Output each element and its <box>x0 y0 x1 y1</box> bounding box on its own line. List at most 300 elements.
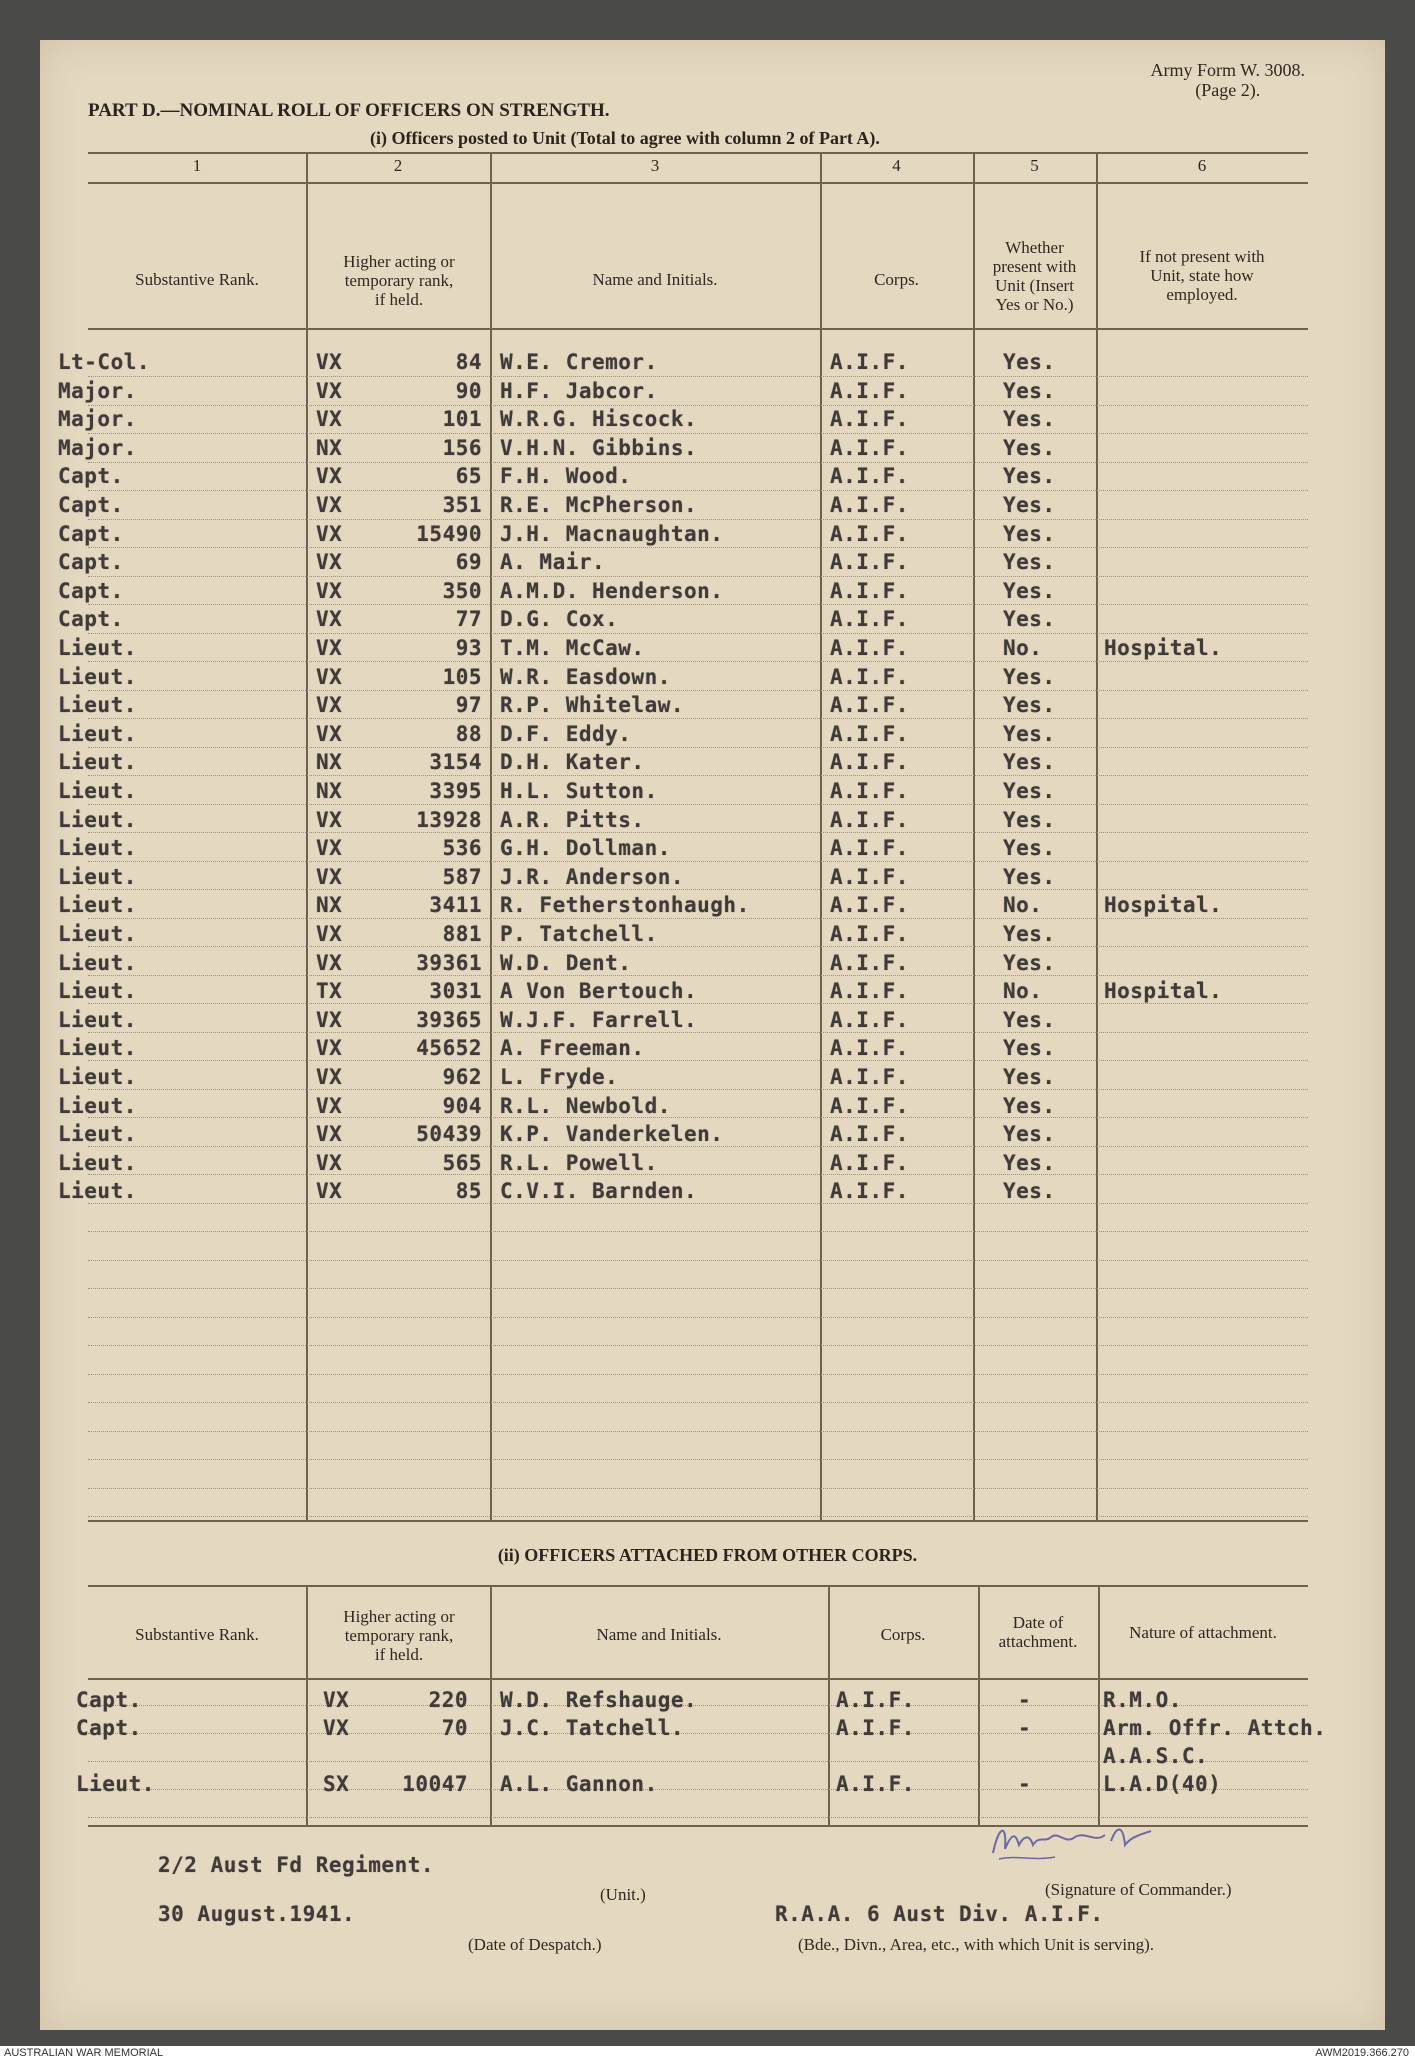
bde-value: R.A.A. 6 Aust Div. A.I.F. <box>775 1902 1104 1926</box>
officer-rank: Capt. <box>58 607 124 632</box>
officer-number-prefix: VX <box>316 350 343 374</box>
officer-rank: Lieut. <box>58 664 137 689</box>
attached-number-prefix: SX <box>323 1772 350 1796</box>
officer-corps: A.I.F. <box>830 407 909 432</box>
officer-number: 105 <box>442 664 482 689</box>
table-row <box>58 407 1308 435</box>
officer-name: K.P. Vanderkelen. <box>500 1122 724 1147</box>
t2-header-date <box>978 1613 1098 1651</box>
table-row <box>58 864 1308 893</box>
t2-header-higher-line3: if held. <box>374 1645 424 1664</box>
officer-corps: A.I.F. <box>830 664 909 689</box>
officer-number: 962 <box>442 1065 482 1089</box>
table-row <box>58 1122 1308 1150</box>
officer-corps: A.I.F. <box>830 607 909 632</box>
officer-name: F.H. Wood. <box>500 464 632 489</box>
officer-present: Yes. <box>1003 378 1056 403</box>
officer-employed: Hospital. <box>1104 979 1223 1004</box>
attached-number: 70 <box>441 1716 468 1740</box>
officer-rank: Lieut. <box>58 721 137 746</box>
attached-corps: A.I.F. <box>836 1688 915 1712</box>
officer-rank: Lieut. <box>58 636 137 660</box>
officer-rank: Major. <box>58 407 137 432</box>
officer-rank: Lieut. <box>58 1007 137 1032</box>
officer-number: 565 <box>442 1150 482 1175</box>
header-whether-line2: present with <box>992 257 1077 276</box>
officer-present: No. <box>1003 979 1043 1004</box>
t2-header-corps: Corps. <box>880 1625 926 1644</box>
header-higher-line3: if held. <box>374 290 424 309</box>
officer-number: 93 <box>455 636 482 660</box>
header-whether-line1: Whether <box>1005 238 1064 257</box>
officer-corps: A.I.F. <box>830 1007 909 1032</box>
officer-rank: Major. <box>58 435 137 460</box>
table-row <box>58 922 1308 950</box>
officer-number: 156 <box>442 435 482 460</box>
officer-number-prefix: VX <box>316 922 343 946</box>
officer-corps: A.I.F. <box>830 893 909 918</box>
officer-employed: Hospital. <box>1104 636 1223 660</box>
officer-number-prefix: VX <box>316 607 343 632</box>
col-number-5: 5 <box>1030 156 1039 175</box>
attached-date: - <box>1018 1716 1032 1740</box>
officer-number: 45652 <box>416 1036 482 1061</box>
officer-present: Yes. <box>1003 1036 1056 1061</box>
t2-header-date-line2: attachment. <box>998 1632 1078 1651</box>
col-number-2: 2 <box>393 156 403 175</box>
officer-name: A. Mair. <box>500 550 606 575</box>
row-rule <box>88 1345 1308 1346</box>
officer-number-prefix: VX <box>316 807 343 832</box>
attached-date: - <box>1018 1688 1032 1712</box>
officer-number: 90 <box>455 378 482 403</box>
table-row <box>58 607 1308 635</box>
officer-name: W.R.G. Hiscock. <box>500 407 698 432</box>
officer-rank: Lieut. <box>58 1036 137 1061</box>
officer-corps: A.I.F. <box>830 378 909 403</box>
table-row <box>58 435 1308 464</box>
attached-date: - <box>1018 1772 1032 1796</box>
t2-header-higher-line1: Higher acting or <box>343 1607 455 1626</box>
table-row <box>58 1093 1308 1122</box>
officer-corps: A.I.F. <box>830 435 909 460</box>
page-number: (Page 2). <box>1195 80 1261 100</box>
officer-number-prefix: VX <box>316 950 343 975</box>
attached-corps: A.I.F. <box>836 1772 915 1796</box>
header-bottom-rule <box>88 328 1308 330</box>
attached-nature: L.A.D(40) <box>1103 1772 1222 1796</box>
officer-corps: A.I.F. <box>830 1122 909 1147</box>
officer-name: W.R. Easdown. <box>500 664 671 689</box>
table-row <box>58 550 1308 578</box>
table-row <box>58 350 1308 378</box>
attached-nature: Arm. Offr. Attch. <box>1103 1716 1327 1740</box>
officer-number: 881 <box>442 922 482 946</box>
officer-name: D.H. Kater. <box>500 750 645 775</box>
officer-number-prefix: VX <box>316 493 343 517</box>
officer-present: Yes. <box>1003 664 1056 689</box>
header-higher-rank <box>308 252 490 309</box>
col-number-6: 6 <box>1197 156 1207 175</box>
table-top-rule <box>88 152 1308 154</box>
t2-header-nature: Nature of attachment. <box>1129 1623 1277 1642</box>
officer-present: Yes. <box>1003 464 1056 489</box>
officer-present: No. <box>1003 893 1043 918</box>
t2-header-name: Name and Initials. <box>596 1625 722 1644</box>
officer-number: 3031 <box>429 979 482 1004</box>
officer-rank: Lieut. <box>58 1179 137 1204</box>
officer-corps: A.I.F. <box>830 550 909 575</box>
officer-corps: A.I.F. <box>830 1065 909 1089</box>
officer-name: G.H. Dollman. <box>500 836 671 861</box>
officer-rank: Lieut. <box>58 750 137 775</box>
officer-rank: Major. <box>58 378 137 403</box>
attached-name: W.D. Refshauge. <box>500 1688 698 1712</box>
col-number-1: 1 <box>192 156 202 175</box>
officer-number: 77 <box>455 607 482 632</box>
officer-number-prefix: VX <box>316 1122 343 1147</box>
officer-corps: A.I.F. <box>830 350 909 374</box>
row-rule <box>88 1459 1308 1460</box>
officer-rank: Capt. <box>58 464 124 489</box>
officer-name: V.H.N. Gibbins. <box>500 435 698 460</box>
officer-corps: A.I.F. <box>830 721 909 746</box>
officer-name: R.E. McPherson. <box>500 493 698 517</box>
form-number: Army Form W. 3008. <box>1150 60 1305 80</box>
officer-rank: Lieut. <box>58 693 137 718</box>
table-row <box>58 750 1308 778</box>
attached-nature: A.A.S.C. <box>1103 1744 1209 1768</box>
header-ifnot-line1: If not present with <box>1139 247 1265 266</box>
t2-header-higher-rank <box>308 1607 490 1664</box>
attached-number-prefix: VX <box>323 1716 350 1740</box>
header-whether-present <box>973 238 1096 314</box>
officer-number-prefix: VX <box>316 578 343 603</box>
officer-corps: A.I.F. <box>830 864 909 889</box>
table-row <box>58 464 1308 492</box>
archive-name: AUSTRALIAN WAR MEMORIAL <box>4 2047 164 2059</box>
officer-number: 3154 <box>429 750 482 775</box>
row-rule <box>88 1516 1308 1517</box>
officer-number: 15490 <box>416 521 482 546</box>
table-row <box>58 1065 1308 1093</box>
officer-present: Yes. <box>1003 1065 1056 1089</box>
officer-present: Yes. <box>1003 750 1056 775</box>
officer-number: 39365 <box>416 1007 482 1032</box>
bde-label: (Bde., Divn., Area, etc., with which Unit is serving). <box>798 1935 1154 1954</box>
unit-label: (Unit.) <box>600 1885 646 1904</box>
section2-title: (ii) OFFICERS ATTACHED FROM OTHER CORPS. <box>497 1545 918 1565</box>
officer-present: Yes. <box>1003 350 1056 374</box>
officer-rank: Capt. <box>58 521 124 546</box>
officer-number: 39361 <box>416 950 482 975</box>
officer-present: Yes. <box>1003 779 1056 803</box>
table-row <box>58 664 1308 693</box>
officer-rank: Lieut. <box>58 922 137 946</box>
officer-number-prefix: VX <box>316 378 343 403</box>
officer-name: P. Tatchell. <box>500 922 658 946</box>
officer-name: A Von Bertouch. <box>500 979 698 1004</box>
officer-number-prefix: NX <box>316 893 343 918</box>
officer-corps: A.I.F. <box>830 1179 909 1204</box>
officer-number-prefix: VX <box>316 836 343 861</box>
attached-rank: Lieut. <box>76 1772 155 1796</box>
header-ifnot-line3: employed. <box>1166 285 1238 304</box>
officer-rank: Lieut. <box>58 1093 137 1118</box>
col-number-3: 3 <box>650 156 660 175</box>
attached-rank: Capt. <box>76 1716 142 1740</box>
row-rule <box>88 1431 1308 1432</box>
officer-name: T.M. McCaw. <box>500 636 645 660</box>
attached-nature: R.M.O. <box>1103 1688 1182 1712</box>
officer-rank: Capt. <box>58 578 124 603</box>
table-row <box>88 1744 1308 1772</box>
officer-present: Yes. <box>1003 493 1056 517</box>
header-name: Name and Initials. <box>592 270 718 289</box>
officer-number-prefix: VX <box>316 1065 343 1089</box>
officer-number-prefix: VX <box>316 407 343 432</box>
table-row <box>58 836 1308 864</box>
attached-rank: Capt. <box>76 1688 142 1712</box>
commander-signature <box>985 1815 1165 1865</box>
officer-number-prefix: VX <box>316 864 343 889</box>
officer-rank: Lieut. <box>58 779 137 803</box>
officer-corps: A.I.F. <box>830 693 909 718</box>
officer-present: Yes. <box>1003 1150 1056 1175</box>
officer-number: 351 <box>442 493 482 517</box>
officer-number-prefix: NX <box>316 435 343 460</box>
officer-number-prefix: VX <box>316 550 343 575</box>
officer-corps: A.I.F. <box>830 1150 909 1175</box>
t2-header-rank: Substantive Rank. <box>135 1625 259 1644</box>
officer-number-prefix: VX <box>316 664 343 689</box>
officer-present: Yes. <box>1003 1179 1056 1204</box>
table-row <box>58 1036 1308 1064</box>
header-higher-line1: Higher acting or <box>343 252 455 271</box>
officer-name: W.J.F. Farrell. <box>500 1007 698 1032</box>
officer-number: 69 <box>455 550 482 575</box>
officer-rank: Lieut. <box>58 979 137 1004</box>
officer-name: R.L. Powell. <box>500 1150 658 1175</box>
officer-rank: Lieut. <box>58 836 137 861</box>
header-whether-line3: Unit (Insert <box>995 276 1074 295</box>
table-row <box>58 578 1308 607</box>
officer-rank: Lieut. <box>58 950 137 975</box>
officer-number: 536 <box>442 836 482 861</box>
officers-attached-table <box>76 1585 1327 1835</box>
signature-label: (Signature of Commander.) <box>1045 1880 1232 1899</box>
officer-corps: A.I.F. <box>830 578 909 603</box>
officer-number: 85 <box>455 1179 482 1204</box>
row-rule <box>88 1488 1308 1489</box>
officer-name: A.R. Pitts. <box>500 807 645 832</box>
row-rule <box>88 1402 1308 1403</box>
officer-rank: Lieut. <box>58 1122 137 1147</box>
officer-rank: Lieut. <box>58 893 137 918</box>
table-row <box>58 493 1308 521</box>
officer-number-prefix: VX <box>316 1036 343 1061</box>
officer-present: Yes. <box>1003 435 1056 460</box>
officer-corps: A.I.F. <box>830 464 909 489</box>
officer-number-prefix: VX <box>316 464 343 489</box>
officer-present: Yes. <box>1003 521 1056 546</box>
officer-name: W.D. Dent. <box>500 950 632 975</box>
header-corps: Corps. <box>874 270 919 289</box>
officer-corps: A.I.F. <box>830 922 909 946</box>
header-if-not-present <box>1096 247 1308 304</box>
table2-header-rule <box>88 1678 1308 1680</box>
officer-number-prefix: VX <box>316 636 343 660</box>
officer-name: R. Fetherstonhaugh. <box>500 893 750 918</box>
officer-present: No. <box>1003 636 1043 660</box>
header-whether-line4: Yes or No.) <box>995 295 1074 314</box>
despatch-date-value: 30 August.1941. <box>158 1902 356 1926</box>
table-row <box>76 1716 1327 1744</box>
officer-rank: Lieut. <box>58 1065 137 1089</box>
officer-number-prefix: VX <box>316 1093 343 1118</box>
col-number-4: 4 <box>892 156 901 175</box>
attached-corps: A.I.F. <box>836 1716 915 1740</box>
row-rule <box>88 1288 1308 1289</box>
officer-number: 350 <box>442 578 482 603</box>
officer-number: 587 <box>442 864 482 889</box>
officer-number: 3411 <box>429 893 482 918</box>
officer-name: J.H. Macnaughtan. <box>500 521 724 546</box>
officer-present: Yes. <box>1003 836 1056 861</box>
officer-name: J.R. Anderson. <box>500 864 685 889</box>
table-row <box>58 779 1308 807</box>
officer-rank: Lieut. <box>58 1150 137 1175</box>
officer-name: R.L. Newbold. <box>500 1093 671 1118</box>
officer-number: 904 <box>442 1093 482 1118</box>
officer-corps: A.I.F. <box>830 1093 909 1118</box>
officer-corps: A.I.F. <box>830 521 909 546</box>
officer-number-prefix: VX <box>316 1179 343 1204</box>
section1-title: (i) Officers posted to Unit (Total to agree with column 2 of Part A). <box>370 128 880 148</box>
officer-name: L. Fryde. <box>500 1065 619 1089</box>
officer-present: Yes. <box>1003 550 1056 575</box>
attached-name: A.L. Gannon. <box>500 1772 658 1796</box>
officer-name: A. Freeman. <box>500 1036 645 1061</box>
row-rule <box>88 1231 1308 1232</box>
form-reference <box>1150 60 1305 100</box>
table-row <box>58 950 1308 979</box>
officer-name: R.P. Whitelaw. <box>500 693 685 718</box>
officer-corps: A.I.F. <box>830 750 909 775</box>
officer-corps: A.I.F. <box>830 807 909 832</box>
officer-employed: Hospital. <box>1104 893 1223 918</box>
officer-name: W.E. Cremor. <box>500 350 658 374</box>
unit-value: 2/2 Aust Fd Regiment. <box>158 1853 435 1877</box>
table-row <box>58 807 1308 836</box>
date-label: (Date of Despatch.) <box>468 1935 602 1954</box>
officer-number-prefix: VX <box>316 721 343 746</box>
row-rule <box>88 1374 1308 1375</box>
table-row <box>58 636 1308 664</box>
officer-corps: A.I.F. <box>830 636 909 660</box>
t2-header-higher-line2: temporary rank, <box>344 1626 454 1645</box>
officer-number-prefix: NX <box>316 750 343 775</box>
officer-number-prefix: VX <box>316 693 343 718</box>
officer-number: 3395 <box>429 779 482 803</box>
officer-number-prefix: VX <box>316 1007 343 1032</box>
officer-number-prefix: VX <box>316 1150 343 1175</box>
officer-present: Yes. <box>1003 407 1056 432</box>
officer-rank: Lt-Col. <box>58 350 151 374</box>
officer-number: 84 <box>455 350 482 374</box>
officer-present: Yes. <box>1003 922 1056 946</box>
officer-present: Yes. <box>1003 807 1056 832</box>
archive-footer <box>0 2046 1415 2061</box>
table-bottom-rule <box>88 1520 1308 1522</box>
officer-rank: Capt. <box>58 493 124 517</box>
officer-present: Yes. <box>1003 864 1056 889</box>
table-row <box>58 979 1308 1007</box>
officer-number: 101 <box>442 407 482 432</box>
officer-number: 13928 <box>416 807 482 832</box>
attached-name: J.C. Tatchell. <box>500 1716 685 1740</box>
officer-number-prefix: TX <box>316 979 343 1004</box>
officer-name: H.L. Sutton. <box>500 779 658 803</box>
officer-number: 50439 <box>416 1122 482 1147</box>
officer-present: Yes. <box>1003 1122 1056 1147</box>
officer-present: Yes. <box>1003 693 1056 718</box>
header-ifnot-line2: Unit, state how <box>1150 266 1254 285</box>
table-row <box>58 1007 1308 1036</box>
officer-number-prefix: VX <box>316 521 343 546</box>
part-title: PART D.—NOMINAL ROLL OF OFFICERS ON STRENGTH. <box>88 100 610 121</box>
officer-rank: Capt. <box>58 550 124 575</box>
officer-present: Yes. <box>1003 578 1056 603</box>
table-row <box>58 378 1308 407</box>
archive-reference: AWM2019.366.270 <box>1315 2047 1409 2059</box>
officer-present: Yes. <box>1003 1007 1056 1032</box>
table-row <box>58 1179 1308 1207</box>
table-row <box>58 1150 1308 1179</box>
table-row <box>58 721 1308 750</box>
attached-number: 10047 <box>402 1772 468 1796</box>
officer-rank: Lieut. <box>58 807 137 832</box>
officer-number: 88 <box>455 721 482 746</box>
officer-present: Yes. <box>1003 950 1056 975</box>
officer-name: D.F. Eddy. <box>500 721 632 746</box>
officer-number-prefix: NX <box>316 779 343 803</box>
row-rule <box>88 1260 1308 1261</box>
officer-present: Yes. <box>1003 1093 1056 1118</box>
table-row <box>76 1688 1308 1716</box>
officer-name: C.V.I. Barnden. <box>500 1179 698 1204</box>
officer-present: Yes. <box>1003 607 1056 632</box>
table2-top-rule <box>88 1585 1308 1587</box>
header-rank: Substantive Rank. <box>135 270 259 289</box>
officer-name: A.M.D. Henderson. <box>500 578 724 603</box>
officer-number: 97 <box>455 693 482 718</box>
attached-number: 220 <box>428 1688 468 1712</box>
table-row <box>58 693 1308 721</box>
table-row <box>58 893 1308 921</box>
officer-corps: A.I.F. <box>830 493 909 517</box>
officer-rank: Lieut. <box>58 864 137 889</box>
attached-number-prefix: VX <box>323 1688 350 1712</box>
officer-name: D.G. Cox. <box>500 607 619 632</box>
header-higher-line2: temporary rank, <box>344 271 454 290</box>
colnum-rule <box>88 182 1308 184</box>
officers-posted-table <box>58 152 1308 1532</box>
officer-number: 65 <box>455 464 482 489</box>
officer-corps: A.I.F. <box>830 836 909 861</box>
officer-present: Yes. <box>1003 721 1056 746</box>
officer-name: H.F. Jabcor. <box>500 378 658 403</box>
